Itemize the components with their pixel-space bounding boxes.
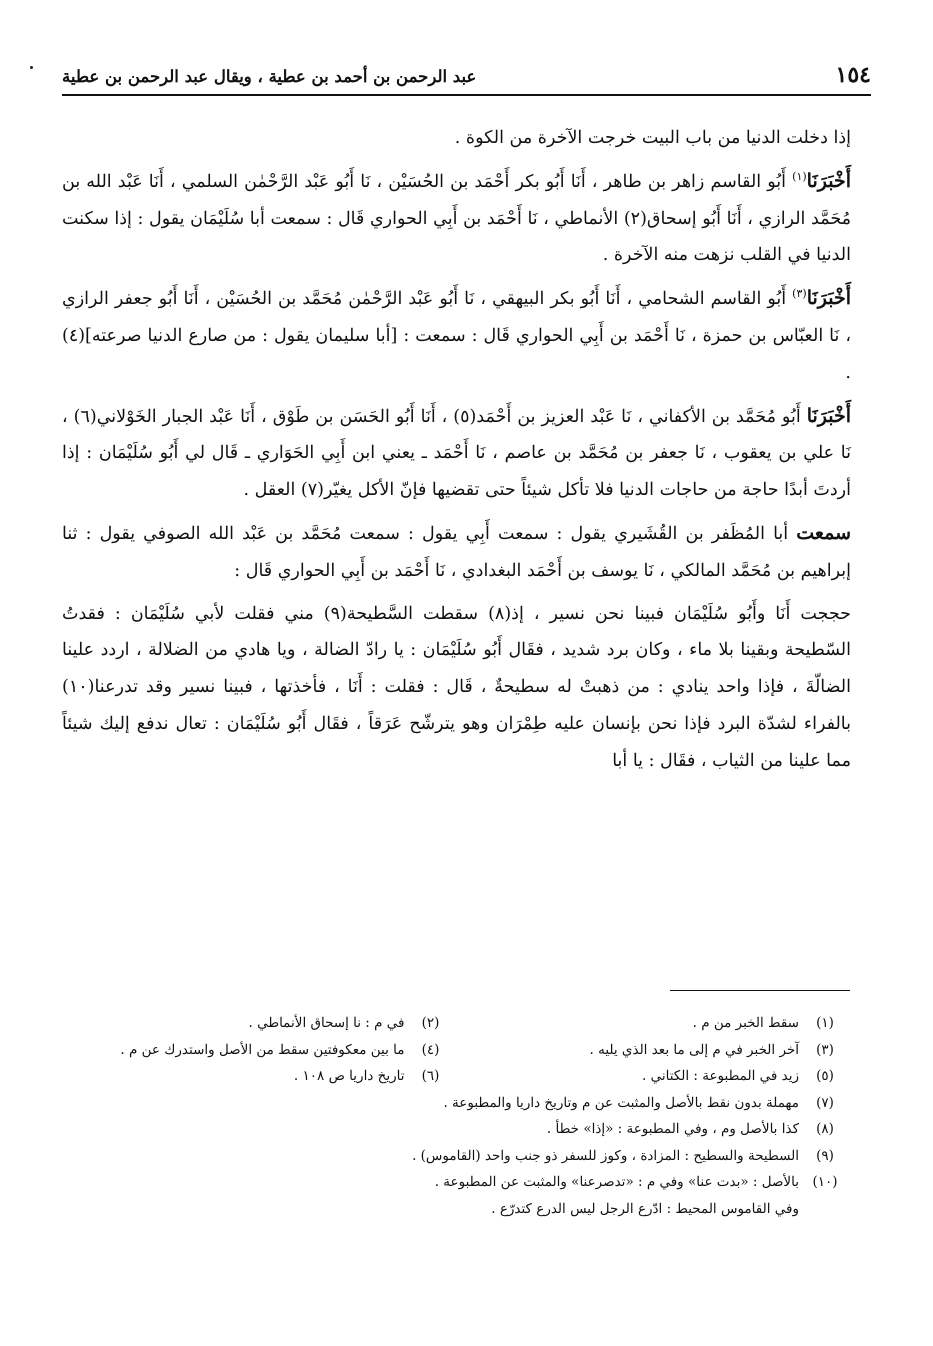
paragraph bbox=[62, 398, 851, 509]
paragraph-lead: أَخْبَرَنَا bbox=[806, 169, 851, 192]
footnotes bbox=[62, 1010, 851, 1222]
footnote-row bbox=[62, 1090, 851, 1117]
footnote-ref: (٣) bbox=[792, 287, 807, 301]
footnote-number: (١) bbox=[816, 1015, 834, 1031]
paragraph bbox=[62, 163, 851, 274]
page-number: ١٥٤ bbox=[835, 62, 871, 88]
footnote-row bbox=[62, 1010, 851, 1037]
footnote bbox=[457, 1063, 852, 1090]
footnote-number: (٦) bbox=[421, 1068, 440, 1084]
paragraph bbox=[62, 596, 851, 780]
footnote-number: (٤) bbox=[421, 1041, 440, 1058]
footnote-number: (٨) bbox=[816, 1121, 834, 1137]
footnote-text: سقط الخبر من م . bbox=[692, 1015, 799, 1031]
footnote-divider bbox=[670, 990, 850, 991]
footnote-text: بالأصل : «بدت عنا» وفي م : «تدصرعنا» والمثبت عن المطبوعة . bbox=[434, 1174, 799, 1190]
footnote-text: آخر الخبر في م إلى ما بعد الذي يليه . bbox=[589, 1041, 799, 1058]
footnote-ref: (١) bbox=[792, 169, 807, 183]
footnote-number: (٩) bbox=[816, 1147, 834, 1164]
paragraph bbox=[62, 515, 851, 590]
footnote-text: كذا بالأصل وم ، وفي المطبوعة : «إذا» خطأ . bbox=[546, 1121, 799, 1137]
paragraph-lead: أَخْبَرَنَا bbox=[806, 404, 852, 427]
footnote-text: تاريخ داريا ص ١٠٨ . bbox=[293, 1068, 405, 1084]
footnote bbox=[62, 1169, 851, 1196]
paragraph-text: حججت أَنَا وأَبُو سُلَيْمَان فبينا نحن نسير ، إذ(٨) سقطت السَّطيحة(٩) مني فقلت لأبي سُلَيْمَان : فقدتُ السّطيحة وبقينا بلا ماء ، وكان برد شديد ، فقَال أَبُو سُلَيْمَان : يا رادّ الضالة ، ويا هادي من الضلالة ، اردد علينا الضالّةَ ، فإذا واحد ينادي : من ذهبتْ له سطيحةٌ ، قَال : فقلت : أَنَا ، فأخذتها ، فبينا نسير وقد تدرعنا(١٠) بالفراء لشدّة البرد فإذا نحن بإنسان عليه طِمْرَان وهو يترشّح عَرَقاً ، فقَال أَبُو سُلَيْمَان : تعال ندفع إليك شيئاً مما علينا من الثياب ، فقَال : يا أبا bbox=[62, 603, 852, 771]
footnote-number: (٧) bbox=[816, 1094, 834, 1111]
footnote-text: السطيحة والسطيح : المزادة ، وكوز للسفر ذو جنب واحد (القاموس) . bbox=[412, 1147, 799, 1164]
footnote-number: (٢) bbox=[421, 1015, 440, 1031]
paragraph-text: أَبُو مُحَمَّد بن الأكفاني ، نَا عَبْد العزيز بن أَحْمَد(٥) ، أَنَا أَبُو الحَسَن بن طَوْق ، أَنَا عَبْد الجبار الخَوْلاني(٦) ، نَا علي بن يعقوب ، نَا جعفر بن مُحَمَّد بن عاصم ، نَا أَحْمَد ـ يعني ابن أَبِي الحَوَاري ـ قَال لي أَبُو سُلَيْمَان : إذا أردتَ أبدًا حاجة من حاجات الدنيا فلا تأكل شيئاً حتى تقضيها فإنّ الأكل يغيّر(٧) العقل . bbox=[62, 406, 851, 501]
footnote bbox=[62, 1063, 457, 1090]
footnote-continuation: وفي القاموس المحيط : ادّرع الرجل ليس الدرع كتدرّع . bbox=[491, 1200, 799, 1217]
footnote bbox=[62, 1116, 851, 1143]
footnote-number: (٣) bbox=[816, 1041, 834, 1058]
footnote-row bbox=[62, 1116, 851, 1143]
page-header bbox=[62, 56, 871, 96]
paragraph bbox=[62, 280, 851, 391]
footnote bbox=[62, 1037, 457, 1064]
paragraph-text: أَبُو القاسم زاهر بن طاهر ، أَنَا أَبُو بكر أَحْمَد بن الحُسَيْن ، نَا أَبُو عَبْد الرَّحْمٰن السلمي ، أَنَا عَبْد الله بن مُحَمَّد الرازي ، أَنَا أَبُو إسحاق(٢) الأنماطي ، نَا أَحْمَد بن أَبِي الحواري قَال : سمعت أبا سُلَيْمَان يقول : إذا سكنت الدنيا في القلب نزهت منه الآخرة . bbox=[62, 171, 851, 266]
footnote bbox=[62, 1143, 851, 1170]
page-speck bbox=[30, 66, 33, 69]
footnote-row bbox=[62, 1037, 851, 1064]
footnote-text: مهملة بدون نقط بالأصل والمثبت عن م وتاريخ داريا والمطبوعة . bbox=[443, 1094, 799, 1111]
footnote-row bbox=[62, 1143, 851, 1170]
footnote bbox=[62, 1090, 851, 1117]
running-head: عبد الرحمن بن أحمد بن عطية ، ويقال عبد الرحمن بن عطية bbox=[62, 67, 477, 86]
footnote-row bbox=[62, 1063, 851, 1090]
paragraph bbox=[62, 120, 851, 157]
footnote-number: (١٠) bbox=[812, 1174, 838, 1190]
paragraph-text: إذا دخلت الدنيا من باب البيت خرجت الآخرة من الكوة . bbox=[454, 128, 851, 148]
paragraph-lead: أَخْبَرَنَا bbox=[806, 287, 852, 310]
paragraph-lead: سمعت bbox=[796, 521, 851, 544]
footnote bbox=[457, 1037, 852, 1064]
paragraph-text: أَبُو القاسم الشحامي ، أَنَا أَبُو بكر البيهقي ، نَا أَبُو عَبْد الرَّحْمٰن مُحَمَّد بن الحُسَيْن ، أَنَا أَبُو جعفر الرازي ، نَا العبّاس بن حمزة ، نَا أَحْمَد بن أَبِي الحواري قَال : سمعت : [أبا سليمان يقول : من صارع الدنيا صرعته](٤) . bbox=[62, 289, 851, 383]
footnote bbox=[62, 1010, 457, 1037]
main-text bbox=[62, 120, 851, 786]
paragraph-text: أبا المُظَفر بن القُشَيري يقول : سمعت أَبِي يقول : سمعت مُحَمَّد بن عَبْد الله الصوفي يقول : ثنا إبراهيم بن مُحَمَّد المالكي ، نَا يوسف بن أَحْمَد البغدادي ، نَا أَحْمَد بن أَبِي الحواري قَال : bbox=[62, 523, 851, 581]
footnote-row bbox=[62, 1169, 851, 1196]
footnote-text: في م : نا إسحاق الأنماطي . bbox=[248, 1015, 405, 1031]
footnote-number: (٥) bbox=[816, 1068, 834, 1084]
footnote bbox=[457, 1010, 852, 1037]
footnote-text: زيد في المطبوعة : الكتاني . bbox=[642, 1068, 799, 1084]
footnote-text: ما بين معكوفتين سقط من الأصل واستدرك عن م . bbox=[120, 1041, 405, 1058]
